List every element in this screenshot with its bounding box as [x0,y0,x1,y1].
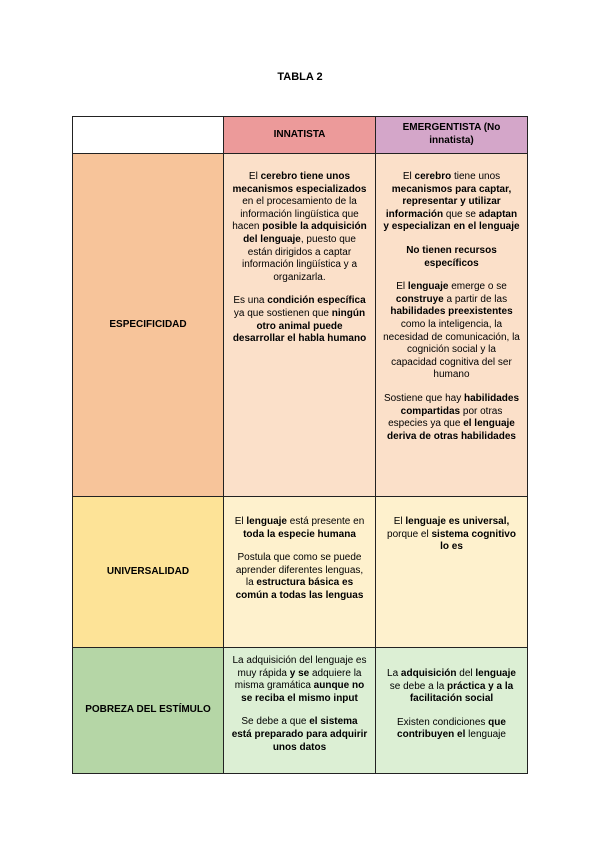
text-segment: Existen condiciones [397,716,486,728]
bold-text: adquisición [400,668,457,679]
paragraph [231,655,368,705]
bold-text: No tienen recursos específicos [406,244,497,269]
header-emergentista [376,117,528,154]
cell-especificidad-emergentista [376,154,528,497]
comparison-table [72,116,528,774]
header-empty-cell [73,117,224,154]
cell-especificidad-innatista [224,154,376,497]
text-segment: adquiere la misma gramática [234,667,362,692]
text-segment: Postula que como se puede aprender diferentes lenguas, la [235,552,364,589]
bold-text: que contribuyen el [397,716,506,741]
bold-text: el sistema está preparado para adquirir unos datos [231,716,368,753]
text-segment: porque el [387,528,432,540]
paragraph [383,717,520,742]
bold-text: toda la especie humana [243,528,356,540]
paragraph [383,171,520,234]
text-segment: La adquisición del lenguaje es muy rápida [232,655,367,679]
document-title: TABLA 2 [277,71,323,83]
cell-pobreza-emergentista [376,648,528,774]
text-segment: a partir de las [443,293,508,305]
text-segment: El [248,171,261,182]
bold-text: cerebro [414,171,452,182]
bold-text: lenguaje [246,516,287,527]
bold-text: habilidades preexistentes [390,306,513,318]
bold-text: práctica y a la facilitación social [409,680,514,705]
text-segment: El [402,171,415,182]
bold-text: lenguaje [407,281,449,293]
bold-text: adaptan y especializan en el lenguaje [383,208,520,233]
paragraph [383,245,520,270]
bold-text: mecanismos para captar, representar y utilizar información [385,183,512,220]
row-label-especificidad: ESPECIFICIDAD [73,154,224,497]
bold-text: cerebro tiene unos mecanismos especializados [232,171,367,195]
paragraph [383,668,520,706]
bold-text: lenguaje [475,668,516,679]
bold-text: y se [286,667,312,679]
bold-text: posible la adquisición del lenguaje [243,221,367,245]
text-segment: emerge o se [448,281,507,293]
bold-text: sistema cognitivo lo es [431,528,516,553]
row-label-universalidad: UNIVERSALIDAD [73,497,224,648]
cell-universalidad-emergentista [376,497,528,648]
text-segment: está presente en [286,516,365,527]
bold-text: aunque no se reciba el mismo input [241,680,365,704]
cell-pobreza-innatista [224,648,376,774]
header-emergentista-text: EMERGENTISTA (No innatista) [402,122,501,146]
text-segment: como la inteligencia, la necesidad de comunicación, la cognición social y la capacidad cognitiva del ser humano [383,318,520,381]
paragraph [231,552,368,602]
text-segment: El [393,516,406,527]
text-segment: El [396,281,408,293]
text-segment: en el procesamiento de la información lingüística que hacen [232,196,359,233]
text-segment: se debe a la [389,680,448,692]
paragraph [231,516,368,541]
text-segment: , puesto que están dirigidos a captar información lingüística y a organizarla. [241,233,358,283]
bold-text: habilidades compartidas [400,392,520,417]
row-pobreza-del-estimulo [73,648,528,774]
paragraph [231,716,368,754]
text-segment: Es una [233,295,268,307]
header-innatista: INNATISTA [224,117,376,154]
bold-text: estructura básica es común a todas las lenguas [235,577,364,601]
bold-text: ningún otro animal puede desarrollar el habla humano [232,307,367,345]
cell-universalidad-innatista [224,497,376,648]
paragraph [383,393,520,443]
text-segment: ya que sostienen que [233,307,332,319]
bold-text: lenguaje es universal, [405,516,510,527]
text-segment: Sostiene que hay [383,392,465,404]
row-universalidad [73,497,528,648]
text-segment: tiene unos [451,171,501,182]
text-segment: del [456,668,476,679]
text-segment: que se [443,208,479,220]
text-segment: lenguaje [468,729,506,741]
bold-text: el lenguaje deriva de otras habilidades [387,418,516,442]
header-row [73,117,528,154]
text-segment: Se debe a que [241,716,310,728]
paragraph [383,281,520,382]
paragraph [231,295,368,345]
row-label-pobreza: POBREZA DEL ESTÍMULO [73,648,224,774]
bold-text: construye [395,293,444,305]
text-segment: El [234,516,247,527]
row-especificidad [73,154,528,497]
paragraph [231,171,368,284]
text-segment: La [387,668,401,679]
paragraph [383,516,520,554]
bold-text: condición específica [267,295,366,307]
text-segment: por otras especies ya que [388,405,503,430]
